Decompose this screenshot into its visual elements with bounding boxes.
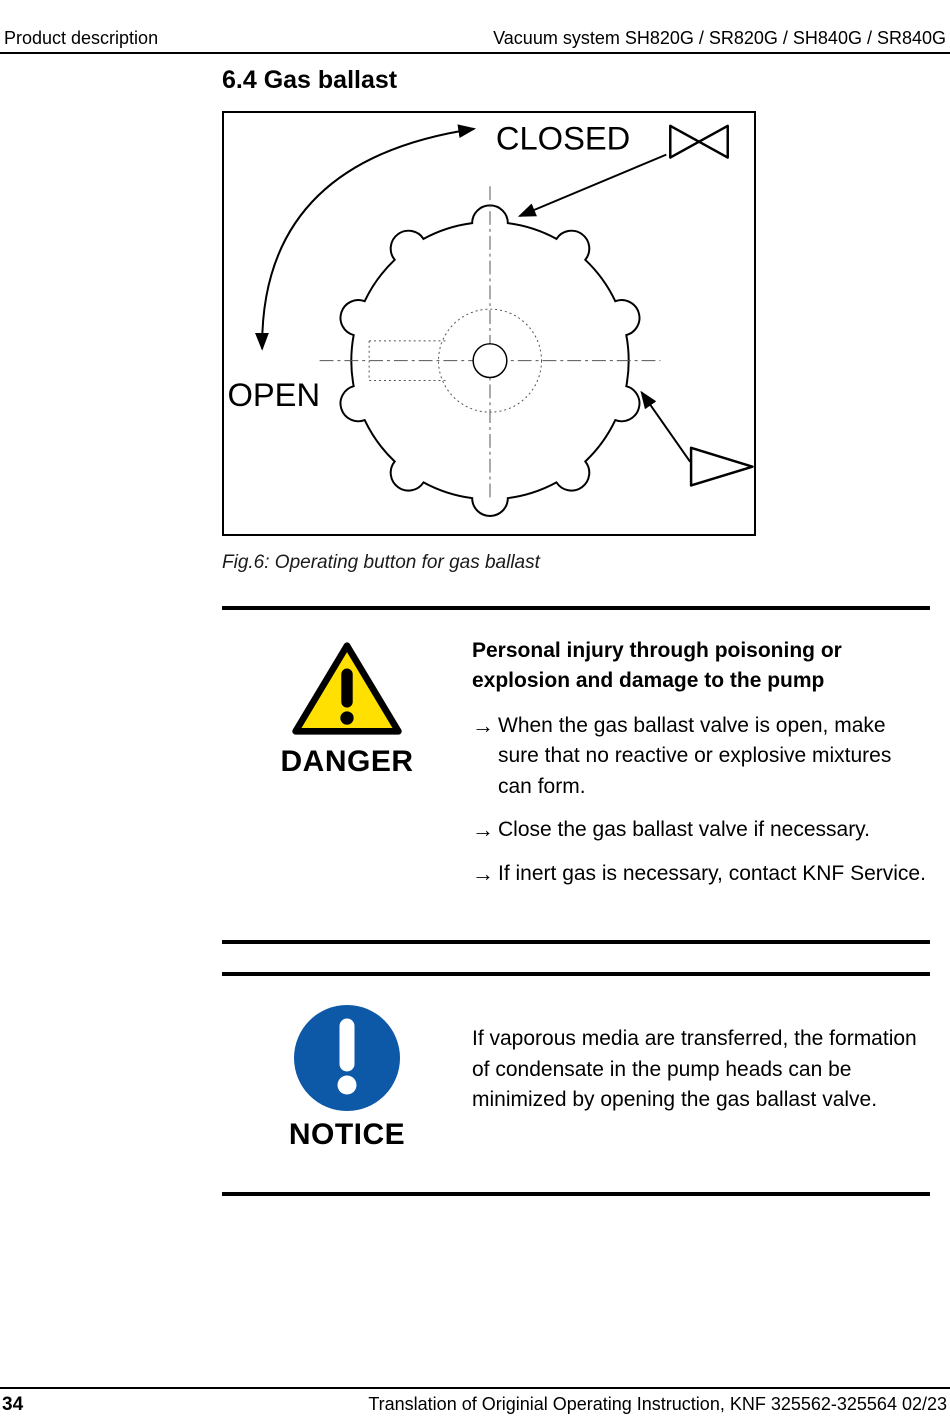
header-product-label: Vacuum system SH820G / SR820G / SH840G / SR840G: [493, 28, 946, 48]
notice-label: NOTICE: [288, 1118, 406, 1152]
danger-label: DANGER: [280, 745, 414, 778]
center-circle: [473, 344, 507, 378]
notice-text: If vaporous media are transferred, the formation of condensate in the pump heads can be minimized by opening the gas ballast valve.: [472, 1027, 917, 1111]
open-valve-icon: [691, 448, 752, 486]
danger-bullet-1-text: When the gas ballast valve is open, make sure that no reactive or explosive mixtures can form.: [498, 713, 892, 798]
footer-document-info: Translation of Originial Operating Instruction, KNF 325562-325564 02/23: [368, 1394, 947, 1414]
arrow-bullet-icon: →: [472, 712, 494, 738]
danger-text-column: [472, 636, 930, 902]
notice-bottom-rule: [222, 1192, 930, 1196]
danger-section: [222, 610, 930, 940]
notice-icon-column: [222, 1002, 472, 1152]
danger-bullet-2-text: Close the gas ballast valve if necessary.: [498, 818, 870, 842]
knob-drawing: [224, 113, 754, 534]
header-rule: [0, 52, 950, 54]
exclamation-dot-icon: [340, 711, 353, 724]
exclamation-dot-icon: [338, 1076, 357, 1095]
danger-bottom-rule: [222, 940, 930, 944]
danger-bullet-3-text: If inert gas is necessary, contact KNF Service.: [498, 861, 926, 885]
page-footer: [2, 1394, 947, 1416]
notice-section: [222, 976, 930, 1192]
figure-gas-ballast-knob: [222, 111, 756, 536]
danger-heading: Personal injury through poisoning or explosion and damage to the pump: [472, 639, 842, 693]
section-title: 6.4 Gas ballast: [222, 66, 398, 94]
page-content: [222, 66, 930, 1196]
footer-rule: [0, 1387, 950, 1389]
open-label: OPEN: [227, 376, 321, 414]
page-header: [4, 28, 946, 49]
closed-pointer-arrow: [520, 155, 667, 216]
open-pointer-arrow: [642, 392, 691, 461]
danger-bullet-2: [472, 815, 930, 845]
danger-bullet-1: [472, 711, 930, 802]
arrow-bullet-icon: →: [472, 860, 494, 886]
warning-triangle-icon: [288, 636, 406, 741]
header-section-label: Product description: [4, 28, 159, 48]
danger-icon-column: [222, 636, 472, 902]
closed-label: CLOSED: [495, 119, 631, 157]
figure-caption: Fig.6: Operating button for gas ballast: [222, 552, 540, 573]
closed-valve-icon: [670, 126, 727, 158]
danger-bullet-3: [472, 859, 930, 889]
arrow-bullet-icon: →: [472, 817, 494, 843]
notice-mandatory-icon: [291, 1002, 403, 1114]
page-number: 34: [2, 1394, 24, 1415]
notice-text-column: [472, 1002, 930, 1152]
